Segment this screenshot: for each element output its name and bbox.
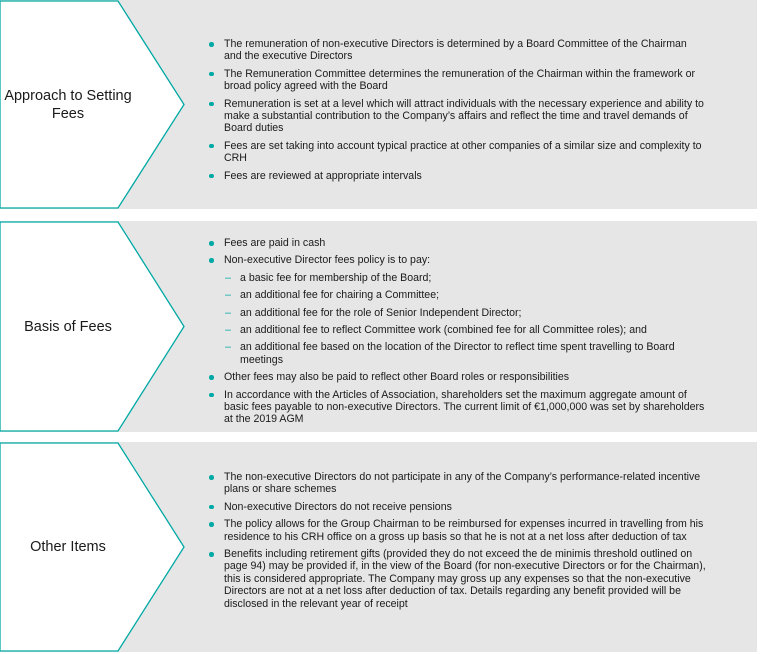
section-content xyxy=(206,38,706,187)
list-item: In accordance with the Articles of Association, shareholders set the maximum aggregate amount of basic fees payable to non-executive Directors. The current limit of €1,000,000 was set by shareholders at the 2019 AGM xyxy=(206,389,706,426)
section-label: Other Items xyxy=(30,539,106,555)
sub-list-item: – an additional fee based on the location of the Director to reflect time spent travelling to Board meetings xyxy=(206,341,706,366)
list-item: Benefits including retirement gifts (provided they do not exceed the de minimis threshold outlined on page 94) may be provided if, in the view of the Board (for non-executive Directors or for the Chairman), this is considered appropriate. The Company may gross up any expenses so that the non-executive Directors are not at a net loss after deduction of tax. Details regarding any benefit provided will be disclosed in the relevant year of receipt xyxy=(206,548,706,610)
sub-list-item: – an additional fee for chairing a Committee; xyxy=(206,289,706,301)
section-other xyxy=(0,442,760,654)
list-item: Remuneration is set at a level which will attract individuals with the necessary experience and ability to make a substantial contribution to the Company’s affairs and reflect the time and travel demands of Board duties xyxy=(206,98,706,135)
section-approach xyxy=(0,0,760,212)
sub-list xyxy=(206,272,706,366)
list-item: Non-executive Directors do not receive pensions xyxy=(206,501,706,513)
section-content xyxy=(206,237,706,431)
list-item: The policy allows for the Group Chairman to be reimbursed for expenses incurred in travelling from his residence to his CRH office on a gross up basis so that he is not at a net loss after deduction of tax xyxy=(206,518,706,543)
section-label: Basis of Fees xyxy=(24,318,112,335)
list-item: Fees are reviewed at appropriate intervals xyxy=(206,170,706,182)
sub-list-item: – an additional fee to reflect Committee work (combined fee for all Committee roles); and xyxy=(206,324,706,336)
sub-list-item: – an additional fee for the role of Senior Independent Director; xyxy=(206,307,706,319)
list-item: Fees are set taking into account typical practice at other companies of a similar size and complexity to CRH xyxy=(206,140,706,165)
list-item-text: Non-executive Director fees policy is to pay: xyxy=(224,254,431,267)
sub-list-item: – a basic fee for membership of the Board; xyxy=(206,272,706,284)
list-item: The remuneration of non-executive Directors is determined by a Board Committee of the Chairman and the executive Directors xyxy=(206,38,706,63)
list-item xyxy=(206,254,706,366)
section-content xyxy=(206,471,706,615)
list-item: The non-executive Directors do not participate in any of the Company’s performance-related incentive plans or share schemes xyxy=(206,471,706,496)
list-item: Fees are paid in cash xyxy=(206,237,706,249)
list-item: Other fees may also be paid to reflect other Board roles or responsibilities xyxy=(206,371,706,383)
section-label: Approach to Setting Fees xyxy=(4,87,132,122)
list-item: The Remuneration Committee determines the remuneration of the Chairman within the framework or broad policy agreed with the Board xyxy=(206,68,706,93)
section-basis xyxy=(0,221,760,433)
